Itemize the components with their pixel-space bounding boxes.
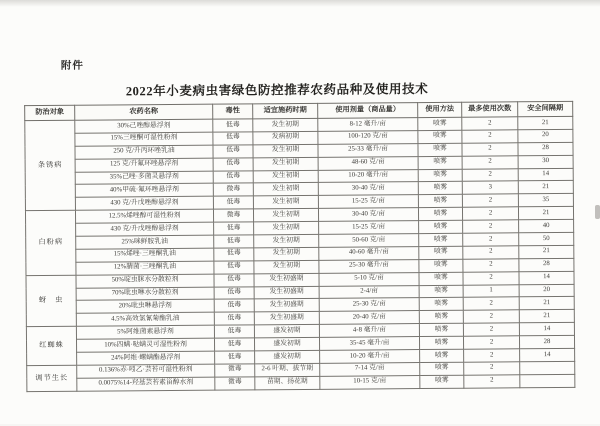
cell-method: 喷雾 <box>418 207 462 220</box>
cell-application-period: 发生初盛期 <box>254 312 319 325</box>
cell-toxicity: 低毒 <box>214 286 254 299</box>
cell-application-period: 盛发初期 <box>254 337 319 350</box>
cell-toxicity: 微毒 <box>215 364 255 377</box>
cell-toxicity: 低毒 <box>213 170 253 183</box>
column-header: 适宜施药时期 <box>253 103 318 119</box>
control-target-cell: 条锈病 <box>25 120 76 211</box>
cell-application-period: 发生初期 <box>254 234 319 247</box>
cell-method: 喷雾 <box>419 246 463 259</box>
cell-pesticide-name: 50%啶虫脒水分散粒剂 <box>76 274 214 288</box>
cell-toxicity: 低毒 <box>214 235 254 248</box>
cell-dosage: 20-40 克/亩 <box>319 311 419 325</box>
column-header: 防治对象 <box>25 105 75 120</box>
cell-toxicity: 低毒 <box>213 119 253 132</box>
cell-dosage: 10-15 克/亩 <box>320 375 420 389</box>
cell-pesticide-name: 12%腈菌·三唑酮乳油 <box>76 261 214 275</box>
control-target-cell: 蚜 虫 <box>26 275 76 327</box>
cell-pesticide-name: 15%烯唑·三唑酮乳油 <box>76 248 214 262</box>
cell-method: 喷雾 <box>419 311 463 324</box>
cell-pesticide-name: 35%己唑·多菌灵悬浮剂 <box>75 171 213 185</box>
cell-safety-interval: 21 <box>519 245 574 258</box>
cell-method: 喷雾 <box>419 272 463 285</box>
cell-max-times: 2 <box>463 297 519 310</box>
cell-safety-interval: 21 <box>519 310 574 323</box>
cell-safety-interval: 20 <box>519 284 574 297</box>
cell-pesticide-name: 430 克/升戊唑醇悬浮剂 <box>76 222 214 236</box>
cell-dosage: 8-12 毫升/亩 <box>318 118 418 132</box>
cell-pesticide-name: 430 克/升戊唑醇悬浮剂 <box>75 197 213 211</box>
cell-method: 喷雾 <box>418 143 462 156</box>
cell-method: 喷雾 <box>418 195 462 208</box>
cell-max-times: 1 <box>463 284 519 297</box>
cell-max-times: 2 <box>462 130 518 143</box>
cell-dosage: 30-40 克/亩 <box>318 208 418 222</box>
cell-safety-interval: 28 <box>519 335 574 348</box>
cell-pesticide-name: 15%三唑酮可湿性粉剂 <box>75 132 213 146</box>
cell-dosage: 30-40 克/亩 <box>318 182 418 196</box>
cell-method: 喷雾 <box>419 323 463 336</box>
cell-max-times: 2 <box>464 362 520 375</box>
cell-dosage: 15-25 克/亩 <box>318 195 418 209</box>
cell-toxicity: 低毒 <box>213 196 253 209</box>
cell-safety-interval: 21 <box>518 116 573 129</box>
cell-application-period: 盛发初期 <box>254 325 319 338</box>
cell-pesticide-name: 12.5%烯唑醇可湿性粉剂 <box>75 209 213 223</box>
cell-max-times: 2 <box>463 220 519 233</box>
column-header: 使用剂量（商品量） <box>318 103 418 119</box>
control-target-cell: 红蜘蛛 <box>26 327 76 366</box>
cell-dosage: 7-14 克/亩 <box>320 362 420 376</box>
cell-dosage: 40-60 毫升/亩 <box>319 246 419 260</box>
cell-safety-interval: 14 <box>519 271 574 284</box>
cell-max-times: 2 <box>463 233 519 246</box>
cell-pesticide-name: 125 克/升氟环唑悬浮剂 <box>75 158 213 172</box>
cell-safety-interval: 20 <box>518 129 573 142</box>
cell-dosage: 35-45 毫升/亩 <box>319 337 419 351</box>
cell-max-times: 2 <box>462 194 518 207</box>
cell-method: 喷雾 <box>418 156 462 169</box>
cell-dosage: 4-8 毫升/亩 <box>319 324 419 338</box>
cell-safety-interval: 40 <box>519 219 574 232</box>
cell-max-times: 2 <box>463 310 519 323</box>
table-body <box>25 116 575 391</box>
cell-safety-interval: 14 <box>520 348 575 361</box>
column-header: 安全间隔期 <box>518 101 573 116</box>
cell-application-period: 发生初期 <box>253 157 318 170</box>
cell-method: 喷雾 <box>419 233 463 246</box>
cell-toxicity: 低毒 <box>215 351 255 364</box>
cell-application-period: 发生初期 <box>253 144 318 157</box>
cell-max-times: 3 <box>462 181 518 194</box>
cell-toxicity: 低毒 <box>213 132 253 145</box>
cell-method: 喷雾 <box>420 362 464 375</box>
cell-toxicity: 微毒 <box>215 377 255 390</box>
cell-max-times: 2 <box>463 271 519 284</box>
cell-application-period: 2-6 叶期、拔节期 <box>255 363 320 376</box>
cell-max-times: 2 <box>462 117 518 130</box>
cell-dosage: 15-25 克/亩 <box>319 221 419 235</box>
cell-method: 喷雾 <box>419 285 463 298</box>
cell-dosage: 10-20 毫升/亩 <box>320 350 420 364</box>
cell-safety-interval: 21 <box>518 181 573 194</box>
cell-pesticide-name: 40%甲硫·氟环唑悬浮剂 <box>75 184 213 198</box>
cell-safety-interval: 21 <box>518 207 573 220</box>
cell-pesticide-name: 30%己唑醇悬浮剂 <box>75 119 213 133</box>
cell-safety-interval: 30 <box>518 155 573 168</box>
pesticide-table <box>24 101 575 392</box>
cell-application-period: 发生初期 <box>253 196 318 209</box>
cell-application-period: 发病初期 <box>253 131 318 144</box>
cell-pesticide-name: 4.5%高效氯氰菊酯乳油 <box>76 313 214 327</box>
cell-max-times: 2 <box>463 246 519 259</box>
cell-dosage: 50-60 克/亩 <box>319 234 419 248</box>
column-header: 最多使用次数 <box>462 102 518 117</box>
cell-toxicity: 低毒 <box>214 261 254 274</box>
cell-max-times: 2 <box>462 207 518 220</box>
cell-application-period: 发生初期 <box>254 221 319 234</box>
cell-max-times: 2 <box>464 375 520 388</box>
attachment-label: 附件 <box>60 60 84 72</box>
column-header: 使用方法 <box>418 102 462 117</box>
cell-method: 喷雾 <box>419 220 463 233</box>
cell-max-times: 2 <box>464 349 520 362</box>
cell-toxicity: 低毒 <box>214 325 254 338</box>
cell-application-period: 苗期、扬花期 <box>255 376 320 389</box>
column-header: 毒性 <box>213 104 253 119</box>
cell-application-period: 发生初期 <box>254 260 319 273</box>
cell-dosage: 100-120 克/亩 <box>318 130 418 144</box>
cell-pesticide-name: 250 克/升丙环唑乳油 <box>75 145 213 159</box>
cell-dosage: 5-10 克/亩 <box>319 272 419 286</box>
cell-application-period: 发生初盛期 <box>254 273 319 286</box>
cell-dosage: 25-30 克/亩 <box>319 298 419 312</box>
cell-max-times: 2 <box>463 323 519 336</box>
cell-application-period: 发生初盛期 <box>254 299 319 312</box>
cell-method: 喷雾 <box>418 117 462 130</box>
cell-application-period: 盛发初期 <box>255 350 320 363</box>
cell-toxicity: 低毒 <box>213 145 253 158</box>
cell-pesticide-name: 20%吡虫啉悬浮剂 <box>76 300 214 314</box>
cell-pesticide-name: 10%四螨·哒螨灵可湿性粉剂 <box>76 338 214 352</box>
cell-toxicity: 低毒 <box>214 299 254 312</box>
cell-safety-interval: 28 <box>519 258 574 271</box>
cell-safety-interval <box>520 361 575 374</box>
cell-toxicity: 低毒 <box>213 158 253 171</box>
cell-safety-interval: 35 <box>518 194 573 207</box>
cell-safety-interval: 14 <box>518 168 573 181</box>
cell-safety-interval: 50 <box>519 232 574 245</box>
cell-method: 喷雾 <box>420 349 464 362</box>
cell-toxicity: 微毒 <box>213 183 253 196</box>
cell-pesticide-name: 25%咪鲜胺乳油 <box>76 235 214 249</box>
cell-dosage: 25-33 毫升/亩 <box>318 143 418 157</box>
cell-toxicity: 低毒 <box>214 248 254 261</box>
cell-pesticide-name: 0.0075%14-羟基芸苔素甾醇水剂 <box>77 377 215 391</box>
cell-dosage: 2-4/亩 <box>319 285 419 299</box>
cell-pesticide-name: 24%阿维·螺螨酯悬浮剂 <box>77 351 215 365</box>
cell-toxicity: 低毒 <box>214 222 254 235</box>
cell-max-times: 2 <box>463 259 519 272</box>
cell-application-period: 发生初期 <box>253 170 318 183</box>
control-target-cell: 白粉病 <box>25 210 76 275</box>
page-title: 2022年小麦病虫害绿色防控推荐农药品种及使用技术 <box>125 81 429 99</box>
control-target-cell: 调节生长 <box>27 365 77 391</box>
cell-safety-interval: 28 <box>518 142 573 155</box>
cell-pesticide-name: 70%吡虫啉水分散粒剂 <box>76 287 214 301</box>
cell-toxicity: 微毒 <box>213 209 253 222</box>
cell-safety-interval <box>520 374 575 387</box>
cell-method: 喷雾 <box>418 169 462 182</box>
cell-application-period: 发生初期 <box>253 118 318 131</box>
cell-application-period: 发生初盛期 <box>254 286 319 299</box>
cell-method: 喷雾 <box>419 336 463 349</box>
column-header: 农药名称 <box>75 104 213 120</box>
cell-dosage: 48-60 克/亩 <box>318 156 418 170</box>
cell-toxicity: 低毒 <box>214 312 254 325</box>
cell-method: 喷雾 <box>418 130 462 143</box>
cell-dosage: 10-20 毫升/亩 <box>318 169 418 183</box>
cell-pesticide-name: 0.136%赤·吲乙·芸苔可湿性粉剂 <box>77 364 215 378</box>
cell-method: 喷雾 <box>420 375 464 388</box>
cell-max-times: 2 <box>462 155 518 168</box>
cell-application-period: 发生初期 <box>253 209 318 222</box>
cell-method: 喷雾 <box>419 259 463 272</box>
cell-safety-interval: 14 <box>519 323 574 336</box>
cell-max-times: 2 <box>462 143 518 156</box>
cell-toxicity: 低毒 <box>214 274 254 287</box>
cell-max-times: 2 <box>462 168 518 181</box>
cell-toxicity: 低毒 <box>214 338 254 351</box>
cell-method: 喷雾 <box>419 298 463 311</box>
cell-method: 喷雾 <box>418 182 462 195</box>
cell-dosage: 25-30 毫升/亩 <box>319 259 419 273</box>
cell-max-times: 2 <box>463 336 519 349</box>
cell-application-period: 发生初期 <box>254 247 319 260</box>
cell-safety-interval: 21 <box>519 297 574 310</box>
cell-application-period: 发生初期 <box>253 183 318 196</box>
cell-pesticide-name: 5%阿维菌素悬浮剂 <box>76 325 214 339</box>
